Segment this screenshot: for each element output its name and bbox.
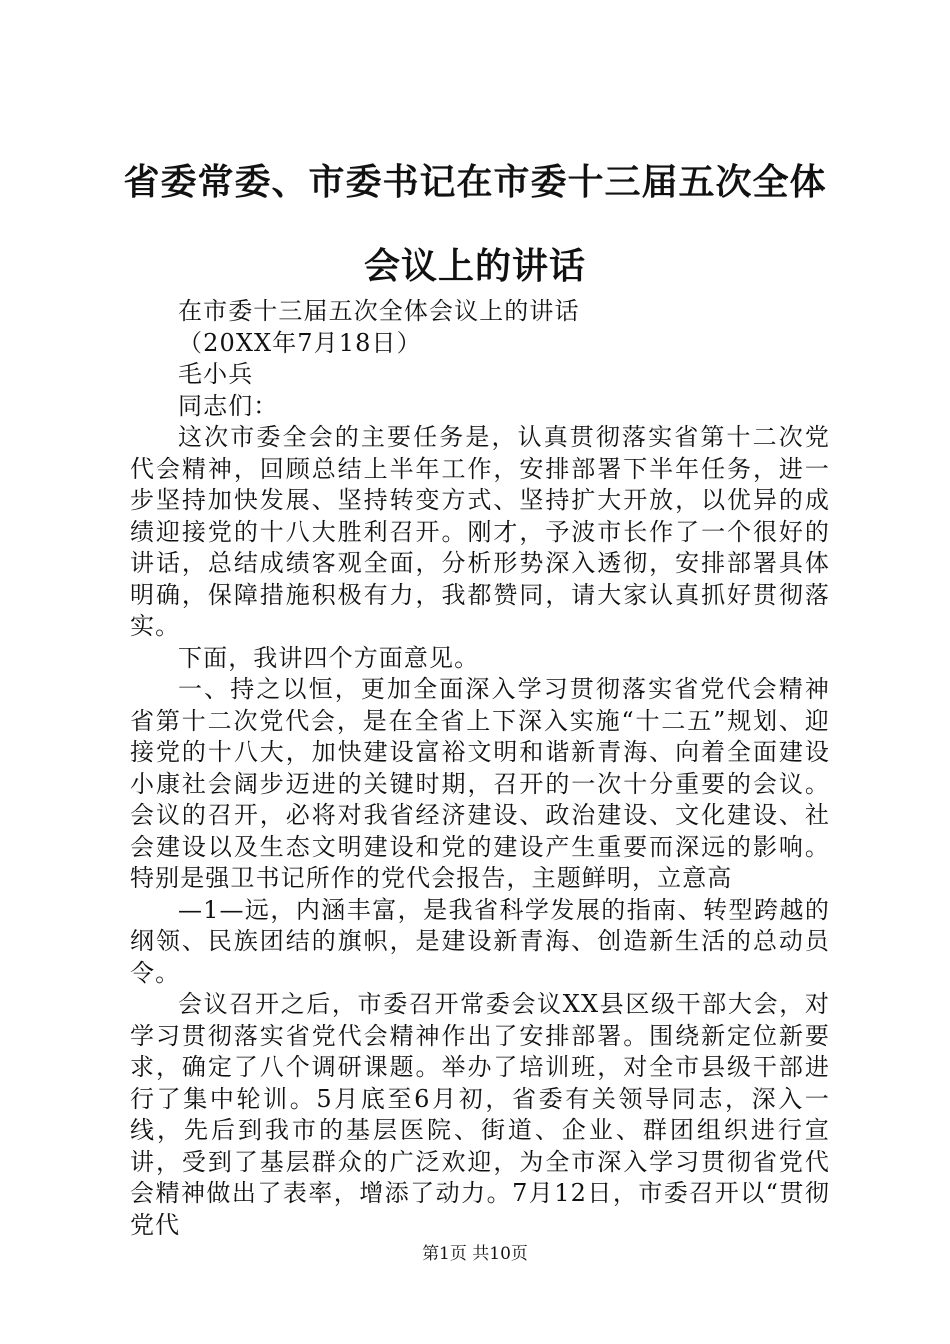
speech-date: （20XX年7月18日）	[178, 328, 422, 357]
document-body	[130, 296, 830, 1241]
section-heading-paragraph: 一、持之以恒，更加全面深入学习贯彻落实省党代会精神省第十二次党代会，是在全省上下深入实施“十二五”规划、迎接党的十八大，加快建设富裕文明和谐新青海、向着全面建设小康社会阔步迈进的关键时期，召开的一次十分重要的会议。会议的召开，必将对我省经济建设、政治建设、文化建设、社会建设以及生态文明建设和党的建设产生重要而深远的影响。特别是强卫书记所作的党代会报告，主题鲜明，立意高	[130, 675, 830, 892]
speaker-name: 毛小兵	[178, 360, 254, 388]
speech-heading: 在市委十三届五次全体会议上的讲话	[178, 297, 580, 325]
paragraph: 会议召开之后，市委召开常委会议XX县区级干部大会，对学习贯彻落实省党代会精神作出了安排部署。围绕新定位新要求，确定了八个调研课题。举办了培训班，对全市县级干部进行了集中轮训。5月底至6月初，省委有关领导同志，深入一线，先后到我市的基层医院、街道、企业、群团组织进行宣讲，受到了基层群众的广泛欢迎，为全市深入学习贯彻省党代会精神做出了表率，增添了动力。7月12日，市委召开以“贯彻党代	[130, 990, 830, 1239]
document-title: 省委常委、市委书记在市委十三届五次全体会议上的讲话	[123, 161, 827, 287]
paragraph: 这次市委全会的主要任务是，认真贯彻落实省第十二次党代会精神，回顾总结上半年工作，安排部署下半年任务，进一步坚持加快发展、坚持转变方式、坚持扩大开放，以优异的成绩迎接党的十八大胜利召开。刚才，予波市长作了一个很好的讲话，总结成绩客观全面，分析形势深入透彻，安排部署具体明确，保障措施积极有力，我都赞同，请大家认真抓好贯彻落实。	[130, 423, 830, 640]
paragraph: 下面，我讲四个方面意见。	[178, 643, 480, 672]
salutation: 同志们：	[178, 391, 279, 420]
page-footer: 第1页 共10页	[422, 1244, 528, 1264]
paragraph-continuation: —1—远，内涵丰富，是我省科学发展的指南、转型跨越的纲领、民族团结的旗帜，是建设新青海、创造新生活的总动员令。	[130, 895, 830, 987]
